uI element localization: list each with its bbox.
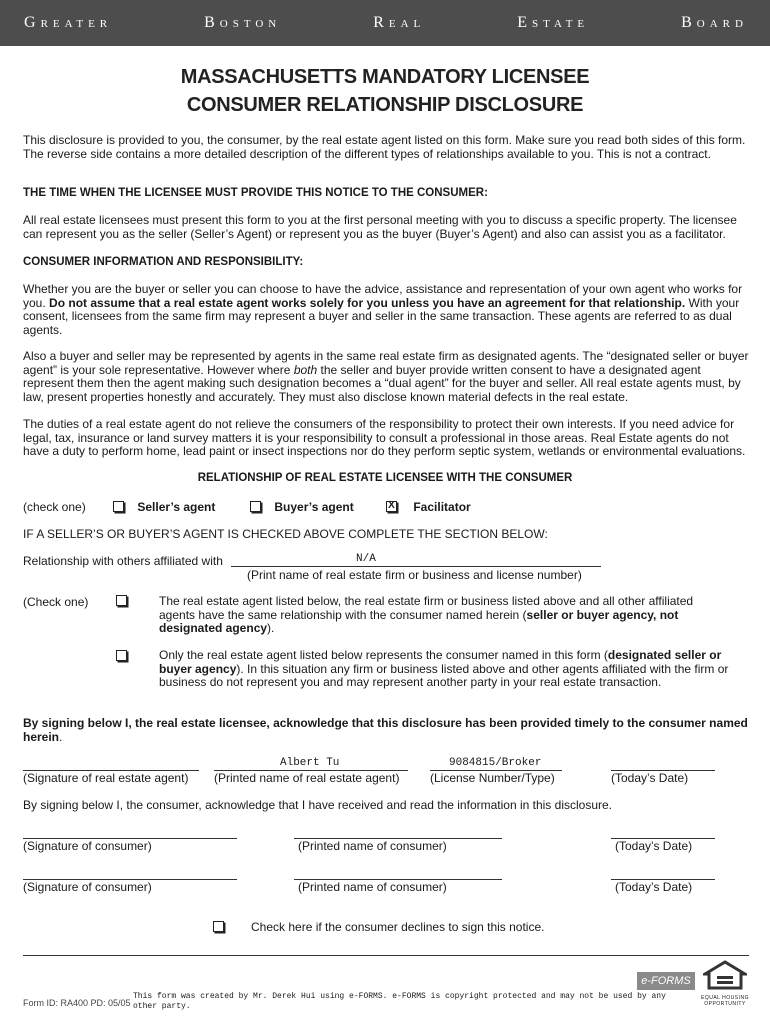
facilitator-label: Facilitator [413, 500, 471, 514]
consumer-acknowledgment: By signing below I, the consumer, acknowledge that I have received and read the information in this disclosure. [23, 798, 613, 812]
heading-relationship: RELATIONSHIP OF REAL ESTATE LICENSEE WITH THE CONSUMER [197, 472, 573, 484]
title-line-2: CONSUMER RELATIONSHIP DISCLOSURE [186, 94, 584, 116]
cap-date-consumer-2: (Today’s Date) [615, 880, 693, 894]
duties-paragraph: The duties of a real estate agent do not relieve the consumers of the responsibility to protect their own interests. If you need advice for legal, tax, insurance or land survey matters it is your responsibility to consult a professional in those areas. Real Estate agents do not have a duty to perform home, lead paint or insect inspections nor do they perform septic system, wetlands or environmental evaluations. [23, 417, 746, 458]
footer-note: This form was created by Mr. Derek Hui using e-FORMS. e-FORMS is copyright protected and may not be used by any other party. [133, 992, 666, 1011]
seller-agent-label: Seller’s agent [137, 500, 216, 514]
licensee-ack-end: . [59, 729, 63, 744]
header-word-4: ESTATE [517, 14, 590, 31]
agent-printed-name-value: Albert Tu [280, 757, 340, 769]
buyer-agent-checkbox[interactable] [250, 501, 261, 512]
opt1-text-a: The real estate agent listed below, the real estate firm or business listed above and all other affiliated agents have the same relationship with the consumer named herein ( [159, 594, 694, 622]
check-one-label: (check one) [23, 500, 86, 514]
seller-agent-checkbox[interactable] [113, 501, 124, 512]
cap-print-consumer-2: (Printed name of consumer) [298, 880, 447, 894]
affiliated-caption: (Print name of real estate firm or business and license number) [247, 568, 582, 582]
option-same-relationship [159, 595, 729, 636]
same-relationship-checkbox[interactable] [116, 594, 127, 608]
designated-text-em: both [293, 362, 318, 377]
cap-date-consumer-1: (Today’s Date) [615, 839, 693, 853]
designated-paragraph [23, 350, 749, 404]
licensee-acknowledgment [23, 717, 749, 744]
info-text-a: Whether you are the buyer or seller you can choose to have the advice, assistance and representation of your own agent who works for you. [23, 282, 743, 310]
if-checked-instruction: IF A SELLER’S OR BUYER’S AGENT IS CHECKED ABOVE COMPLETE THE SECTION BELOW: [23, 527, 548, 541]
info-text-bold: Do not assume that a real estate agent works solely for you unless you have an agreement for that relationship. [49, 295, 686, 310]
facilitator-checkbox-checked[interactable] [386, 501, 397, 512]
designated-text-a: Also a buyer and seller may be represented by agents in the same real estate firm as designated agents. The “designated seller or buyer agent” is your sole representative. However where [23, 349, 749, 377]
header-word-2: BOSTON [204, 14, 282, 31]
opt2-text-a: Only the real estate agent listed below represents the consumer named in this form ( [159, 648, 608, 662]
header-word-5: BOARD [681, 14, 748, 31]
cap-sig-consumer-1: (Signature of consumer) [23, 839, 152, 853]
header-bar [0, 0, 770, 46]
header-word-1: GREATER [24, 14, 113, 31]
license-number-value: 9084815/Broker [449, 757, 542, 769]
decline-label: Check here if the consumer declines to sign this notice. [251, 920, 545, 934]
opt2-text-b: ). In this situation any firm or business listed above and other agents affiliated with the firm or business do not represent you and may represent another party in your real estate transaction. [159, 661, 729, 689]
time-paragraph: All real estate licensees must present this form to you at the first personal meeting with you to discuss a specific property. The licensee can represent you as the seller (Seller’s Agent) or represent you as the buyer (Buyer’s Agent) and also can assist you as a facilitator. [23, 213, 737, 241]
check-one-label-2: (Check one) [23, 595, 89, 609]
designated-text-b: the seller and buyer provide written consent to have a designated agent represent them then the agent making such designation becomes a “dual agent” for the buyer and seller. All real estate agents must, by law, present properties honestly and accurately. They must also disclose known material defects in the real estate. [23, 362, 741, 404]
eforms-logo: e-FORMS [637, 972, 695, 990]
opt1-text-b: ). [267, 621, 275, 635]
heading-info: CONSUMER INFORMATION AND RESPONSIBILITY: [23, 256, 304, 268]
designated-agency-checkbox[interactable] [116, 649, 127, 663]
buyer-agent-option[interactable] [250, 500, 354, 514]
equal-housing-line1: EQUAL HOUSING [701, 995, 749, 1001]
seller-agent-option[interactable] [113, 500, 215, 514]
affiliated-label: Relationship with others affiliated with [23, 554, 223, 568]
house-icon [703, 960, 747, 990]
info-text-b: With your consent, licensees from the same firm may represent a buyer and seller in the same transaction. These agents are referred to as dual agents. [23, 295, 740, 337]
affiliated-line[interactable] [231, 566, 601, 567]
equal-housing-logo [700, 960, 750, 1007]
decline-checkbox[interactable] [213, 920, 224, 934]
footer-rule [23, 955, 749, 956]
heading-time: THE TIME WHEN THE LICENSEE MUST PROVIDE THIS NOTICE TO THE CONSUMER: [23, 187, 488, 199]
affiliated-value: N/A [356, 553, 376, 565]
cap-license: (License Number/Type) [430, 771, 555, 785]
cap-sig-consumer-2: (Signature of consumer) [23, 880, 152, 894]
cap-print-consumer-1: (Printed name of consumer) [298, 839, 447, 853]
title-line-1: MASSACHUSETTS MANDATORY LICENSEE [180, 66, 590, 88]
buyer-agent-label: Buyer’s agent [274, 500, 354, 514]
intro-paragraph: This disclosure is provided to you, the consumer, by the real estate agent listed on this form. Make sure you read both sides of this form. The reverse side contains a more detailed description of the different types of relationships available to you. This is not a contract. [23, 133, 746, 161]
footer-form-id: Form ID: RA400 PD: 05/05 [23, 998, 131, 1008]
equal-housing-line2: OPPORTUNITY [704, 1001, 746, 1007]
header-word-3: REAL [373, 14, 426, 31]
cap-print-agent: (Printed name of real estate agent) [214, 771, 400, 785]
opt2-text-bold: designated seller or buyer agency [159, 648, 722, 676]
option-designated-agency [159, 649, 729, 690]
opt1-text-bold: seller or buyer agency, not designated agency [159, 607, 679, 635]
facilitator-option[interactable] [386, 500, 471, 514]
cap-date-agent: (Today’s Date) [611, 771, 689, 785]
cap-sig-agent: (Signature of real estate agent) [23, 771, 189, 785]
licensee-ack-text: By signing below I, the real estate licensee, acknowledge that this disclosure has been provided timely to the consumer named herein [23, 716, 748, 744]
info-paragraph [23, 283, 749, 337]
